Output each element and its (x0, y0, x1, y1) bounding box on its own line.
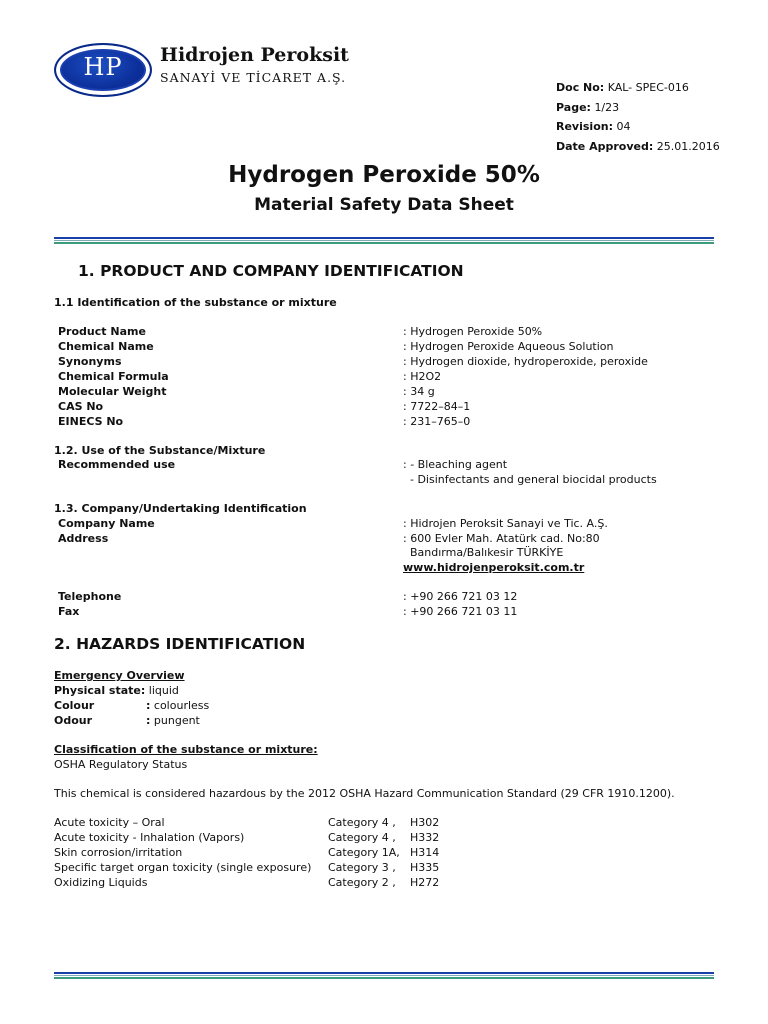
odour-value: : pungent (146, 714, 200, 727)
recommended-use-value-2: - Disinfectants and general biocidal products (410, 473, 657, 486)
hazard-statement: This chemical is considered hazardous by the 2012 OSHA Hazard Communication Standard (29 CFR 1910.1200). (54, 787, 675, 800)
section-1-1-heading: 1.1 Identification of the substance or mixture (54, 296, 337, 309)
hazard-name: Oxidizing Liquids (54, 876, 148, 889)
hazard-category: Category 3 , (328, 861, 396, 874)
identification-label: Synonyms (58, 355, 122, 368)
document-subtitle: Material Safety Data Sheet (254, 195, 514, 215)
website-link[interactable]: www.hidrojenperoksit.com.tr (403, 561, 585, 574)
identification-value: : Hydrogen Peroxide 50% (403, 325, 543, 338)
emergency-overview-heading: Emergency Overview (54, 669, 185, 682)
company-subtitle: SANAYİ VE TİCARET A.Ş. (160, 70, 347, 85)
company-name-label: Company Name (58, 517, 155, 530)
page-number: Page: 1/23 (556, 101, 620, 114)
hazard-category: Category 4 , (328, 816, 396, 829)
footer-divider (54, 972, 714, 979)
colour-label: Colour (54, 699, 95, 712)
odour-label: Odour (54, 714, 93, 727)
logo-text: HP (83, 53, 123, 81)
address-line-1: : 600 Evler Mah. Atatürk cad. No:80 (403, 532, 600, 545)
classification-heading: Classification of the substance or mixture: (54, 743, 318, 756)
telephone-label: Telephone (58, 590, 122, 603)
address-label: Address (58, 532, 109, 545)
hazard-name: Acute toxicity - Inhalation (Vapors) (54, 831, 245, 844)
doc-no: Doc No: KAL- SPEC-016 (556, 81, 689, 94)
identification-label: Chemical Formula (58, 370, 169, 383)
identification-value: : 231–765–0 (403, 415, 471, 428)
identification-value: : 7722–84–1 (403, 400, 471, 413)
identification-label: Molecular Weight (58, 385, 167, 398)
identification-value: : H2O2 (403, 370, 442, 383)
osha-status: OSHA Regulatory Status (54, 758, 188, 771)
hazard-code: H335 (410, 861, 440, 874)
section-1-heading: 1. PRODUCT AND COMPANY IDENTIFICATION (78, 262, 464, 280)
address-line-2: Bandırma/Balıkesir TÜRKİYE (410, 546, 564, 559)
hazard-name: Specific target organ toxicity (single exposure) (54, 861, 312, 874)
identification-value: : Hydrogen Peroxide Aqueous Solution (403, 340, 614, 353)
identification-value: : Hydrogen dioxide, hydroperoxide, peroxide (403, 355, 648, 368)
colour-value: : colourless (146, 699, 210, 712)
section-1-3-heading: 1.3. Company/Undertaking Identification (54, 502, 307, 515)
telephone-value: : +90 266 721 03 12 (403, 590, 518, 603)
section-1-2-heading: 1.2. Use of the Substance/Mixture (54, 444, 266, 457)
header-divider (54, 237, 714, 244)
hazard-category: Category 1A, (328, 846, 400, 859)
recommended-use-label: Recommended use (58, 458, 176, 471)
fax-value: : +90 266 721 03 11 (403, 605, 518, 618)
hazard-code: H314 (410, 846, 440, 859)
document-title: Hydrogen Peroxide 50% (228, 162, 540, 188)
identification-label: CAS No (58, 400, 104, 413)
section-2-heading: 2. HAZARDS IDENTIFICATION (54, 635, 306, 653)
revision: Revision: 04 (556, 120, 631, 133)
hazard-name: Acute toxicity – Oral (54, 816, 165, 829)
date-approved: Date Approved: 25.01.2016 (556, 140, 720, 153)
hazard-category: Category 2 , (328, 876, 396, 889)
fax-label: Fax (58, 605, 80, 618)
identification-label: Product Name (58, 325, 146, 338)
hazard-code: H272 (410, 876, 440, 889)
identification-value: : 34 g (403, 385, 435, 398)
recommended-use-value-1: : - Bleaching agent (403, 458, 508, 471)
hazard-name: Skin corrosion/irritation (54, 846, 183, 859)
physical-state: Physical state: liquid (54, 684, 179, 697)
hazard-code: H332 (410, 831, 440, 844)
company-name: Hidrojen Peroksit (160, 44, 349, 66)
hazard-code: H302 (410, 816, 440, 829)
identification-label: EINECS No (58, 415, 124, 428)
company-name-value: : Hidrojen Peroksit Sanayi ve Tic. A.Ş. (403, 517, 608, 530)
hazard-category: Category 4 , (328, 831, 396, 844)
identification-label: Chemical Name (58, 340, 154, 353)
